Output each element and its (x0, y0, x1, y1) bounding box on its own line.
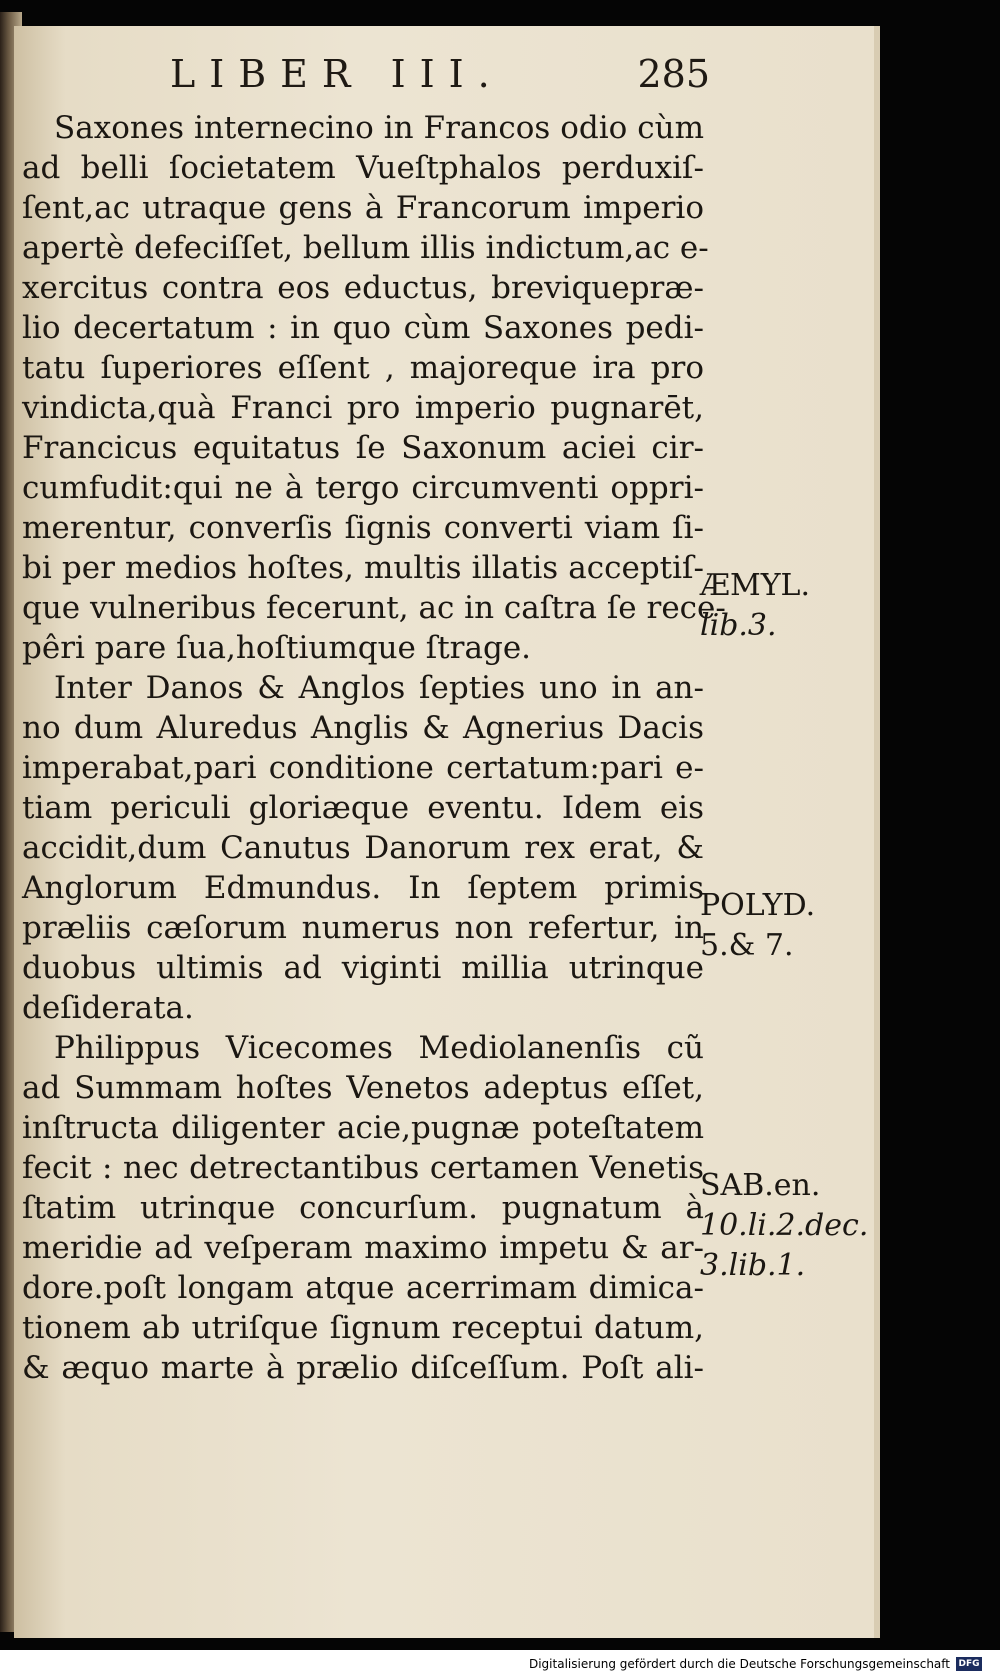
text-line: inſtructa diligenter acie,pugnæ poteſtatem (22, 1110, 704, 1146)
text-line: fecit : nec detrectantibus certamen Venetis (22, 1150, 704, 1186)
text-line: tionem ab utriſque ſignum receptui datum, (22, 1310, 704, 1346)
text-line: dore.poſt longam atque acerrimam dimica- (22, 1270, 704, 1306)
margin-note: SAB.en. (700, 1168, 821, 1203)
text-line: tatu ſuperiores eſſent , majoreque ira pro (22, 350, 704, 386)
margin-note: ÆMYL. (700, 568, 811, 603)
text-line: bi per medios hoſtes, multis illatis acceptiſ- (22, 550, 704, 586)
text-line: Inter Danos & Anglos ſepties uno in an- (54, 670, 704, 706)
text-line: ad Summam hoſtes Venetos adeptus eſſet, (22, 1070, 704, 1106)
text-line: pêri pare ſua,hoſtiumque ſtrage. (22, 630, 532, 666)
text-line: tiam periculi gloriæque eventu. Idem eis (22, 790, 704, 826)
text-line: meridie ad veſperam maximo impetu & ar- (22, 1230, 704, 1266)
text-line: Saxones internecino in Francos odio cùm (54, 110, 704, 146)
page-edge (874, 26, 880, 1638)
text-line: accidit,dum Canutus Danorum rex erat, & (22, 830, 704, 866)
margin-note: 5.& 7. (700, 928, 794, 963)
text-line: imperabat,pari conditione certatum:pari e- (22, 750, 704, 786)
text-line: deſiderata. (22, 990, 194, 1026)
text-line: ſtatim utrinque concurſum. pugnatum à (22, 1190, 704, 1226)
text-line: apertè defeciſſet, bellum illis indictum,ac e- (22, 230, 709, 266)
text-line: que vulneribus fecerunt, ac in caſtra ſe rece- (22, 590, 726, 626)
margin-note: 3.lib.1. (700, 1248, 806, 1283)
margin-note: lib.3. (700, 608, 777, 643)
text-line: merentur, converſis ſignis converti viam ſi- (22, 510, 704, 546)
text-line: Anglorum Edmundus. In ſeptem primis (22, 870, 704, 906)
text-line: Francicus equitatus ſe Saxonum aciei cir- (22, 430, 704, 466)
text-line: lio decertatum : in quo cùm Saxones pedi- (22, 310, 704, 346)
digitization-credit (529, 1657, 982, 1671)
text-line: vindicta,quà Franci pro imperio pugnarēt, (22, 390, 704, 426)
text-line: Philippus Vicecomes Mediolanenſis cũ (54, 1030, 704, 1066)
text-line: xercitus contra eos eductus, breviquepræ- (22, 270, 704, 306)
text-line: præliis cæſorum numerus non refertur, in (22, 910, 704, 946)
body-text (14, 108, 726, 1388)
text-line: ſent,ac utraque gens à Francorum imperio (22, 190, 704, 226)
running-title: LIBER III. (170, 52, 504, 96)
text-line: cumfudit:qui ne à tergo circumventi oppri- (22, 470, 704, 506)
text-line: & æquo marte à prælio diſceſſum. Poſt ali- (22, 1350, 704, 1386)
page-header (170, 52, 710, 106)
dfg-logo: DFG (956, 1657, 982, 1671)
margin-note: 10.li.2.dec. (700, 1208, 869, 1243)
margin-note: POLYD. (700, 888, 816, 923)
text-line: ad belli ſocietatem Vueſtphalos perduxiſ- (22, 150, 704, 186)
page-number: 285 (637, 52, 710, 96)
text-line: duobus ultimis ad viginti millia utrinque (22, 950, 704, 986)
credit-text: Digitalisierung gefördert durch die Deutsche Forschungsgemeinschaft (528, 1657, 950, 1671)
text-line: no dum Aluredus Anglis & Agnerius Dacis (22, 710, 704, 746)
